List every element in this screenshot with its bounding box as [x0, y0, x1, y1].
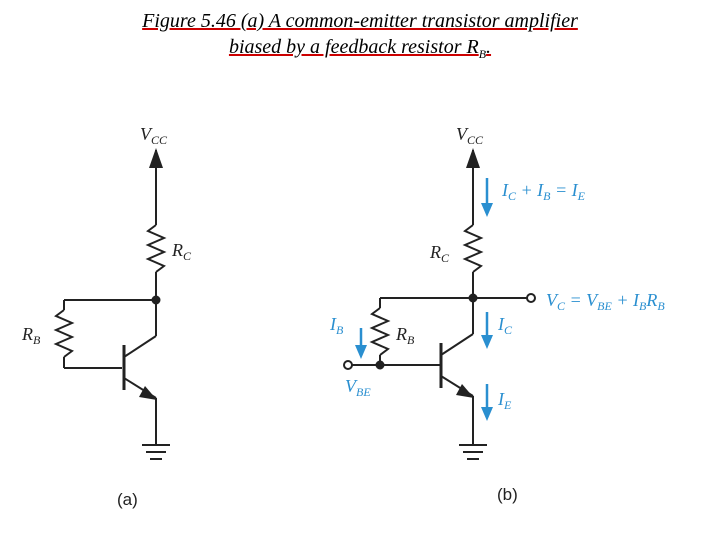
rb-resistor-a: [56, 310, 72, 357]
caption-b: (b): [497, 485, 518, 504]
rb-label-b: $R_B$: [396, 324, 415, 347]
circuit-a: [56, 148, 170, 459]
caption-a: (a): [117, 490, 138, 509]
transistor-collector-a: [124, 336, 156, 357]
ib-label: $I_B$: [330, 314, 344, 337]
rb-label-a: $R_B$: [22, 324, 41, 347]
ic-arrowhead: [481, 335, 493, 349]
vc-equation: $V_C = V_{BE} + I_BR_B$: [546, 290, 665, 313]
ie-total-arrowhead: [481, 203, 493, 217]
labels-a: [21, 124, 192, 509]
transistor-collector-b: [441, 334, 473, 355]
rc-resistor-a: [148, 225, 164, 272]
vc-terminal-b: [527, 294, 535, 302]
vbe-label: $V_{BE}$: [345, 376, 371, 399]
ib-arrowhead: [355, 345, 367, 359]
rc-label-a: $R_C$: [172, 240, 192, 263]
title-line-2: biased by a feedback resistor $R_B$.: [228, 36, 492, 61]
rc-label-b: $R_C$: [430, 242, 450, 265]
ic-label: $I_C$: [498, 314, 513, 337]
ie-arrowhead: [481, 407, 493, 421]
title-line-1: Figure 5.46 (a) A common-emitter transistor amplifier: [142, 10, 578, 32]
labels-b: [329, 124, 665, 504]
current-equation-top: $I_C + I_B = I_E$: [502, 180, 585, 203]
vcc-arrow-b: [466, 148, 480, 168]
vcc-arrow-a: [149, 148, 163, 168]
ie-label: $I_E$: [498, 389, 512, 412]
vcc-label-b: $V_{CC}$: [456, 124, 484, 147]
rc-resistor-b: [465, 225, 481, 272]
rb-resistor-b: [372, 308, 388, 355]
vcc-label-a: $V_{CC}$: [140, 124, 168, 147]
vbe-terminal-b: [344, 361, 352, 369]
